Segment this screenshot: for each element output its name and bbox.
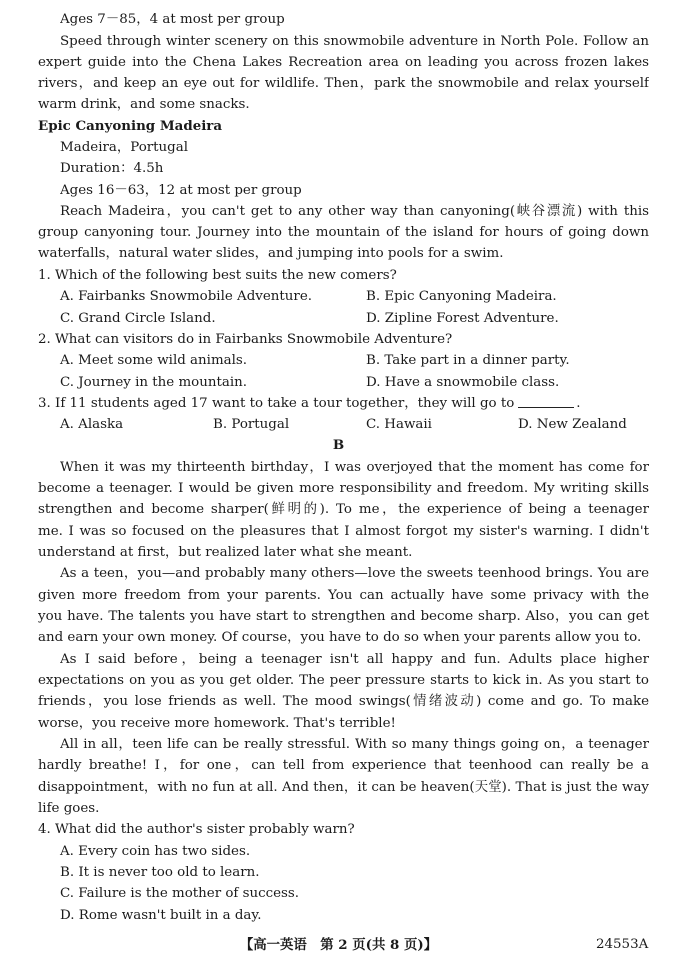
option-a: A. Every coin has two sides.: [60, 844, 251, 859]
question-stem: 1. Which of the following best suits the new comers?: [38, 268, 397, 283]
question-stem: 2. What can visitors do in Fairbanks Snowmobile Adventure?: [38, 332, 453, 347]
question-stem: [38, 393, 649, 414]
paragraph-line: group canyoning tour. Journey into the mountain of the island for hours of going down: [38, 225, 649, 240]
paragraph-line: warm drink，and some snacks.: [38, 97, 250, 112]
paper-code: 24553A: [596, 937, 649, 952]
paragraph-line: waterfalls，natural water slides，and jumping into pools for a swim.: [38, 246, 504, 261]
ages-line: Ages 16－63，12 at most per group: [60, 183, 302, 198]
paragraph-line: Speed through winter scenery on this snowmobile adventure in North Pole. Follow an: [60, 34, 649, 49]
option-a: A. Fairbanks Snowmobile Adventure.: [60, 289, 312, 304]
paragraph-line: disappointment，with no fun at all. And then，it can be heaven(天堂). That is just the way: [38, 780, 649, 795]
option-c: C. Grand Circle Island.: [60, 311, 216, 326]
paragraph-line: As a teen，you—and probably many others—love the sweets teenhood brings. You are: [60, 566, 649, 581]
duration-line: Duration：4.5h: [60, 161, 164, 176]
paragraph-line: you have. The talents you have start to strengthen and become sharp. Also，you can get: [38, 609, 649, 624]
paragraph-line: worse，you receive more homework. That's terrible!: [38, 716, 396, 731]
paragraph-line: me. I was so focused on the pleasures that I almost forgot my sister's warning. I didn't: [38, 524, 649, 539]
option-b: B. Portugal: [213, 417, 290, 432]
option-b: B. It is never too old to learn.: [60, 865, 260, 880]
question-stem-text: 3. If 11 students aged 17 want to take a tour together，they will go to: [38, 396, 515, 411]
paragraph-line: friends，you lose friends as well. The mood swings(情绪波动) come and go. To make: [38, 694, 649, 709]
section-label: B: [332, 437, 345, 453]
paragraph-line: given more freedom from your parents. You can actually have some privacy with the: [38, 588, 649, 603]
paragraph-line: When it was my thirteenth birthday，I was overjoyed that the moment has come for: [60, 460, 649, 475]
option-a: A. Alaska: [60, 417, 124, 432]
option-c: C. Failure is the mother of success.: [60, 886, 300, 901]
option-a: A. Meet some wild animals.: [60, 353, 248, 368]
paragraph-line: understand at first，but realized later what she meant.: [38, 545, 413, 560]
paragraph-line: and earn your own money. Of course，you have to do so when your parents allow you to.: [38, 630, 642, 645]
location-line: Madeira，Portugal: [60, 140, 189, 155]
page-footer: 【高一英语 第 2 页(共 8 页)】: [239, 937, 438, 953]
question-stem: 4. What did the author's sister probably warn?: [38, 822, 355, 837]
paragraph-line: become a teenager. I would be given more responsibility and freedom. My writing skills: [38, 481, 649, 496]
option-d: D. Zipline Forest Adventure.: [366, 311, 559, 326]
option-c: C. Journey in the mountain.: [60, 375, 247, 390]
paragraph-line: rivers，and keep an eye out for wildlife. Then，park the snowmobile and relax yourself: [38, 76, 649, 91]
option-d: D. Rome wasn't built in a day.: [60, 908, 262, 923]
paragraph-line: hardly breathe! I，for one，can tell from experience that teenhood can really be a: [38, 758, 649, 773]
paragraph-line: strengthen and become sharper(鲜明的). To me，the experience of being a teenager: [38, 502, 649, 517]
section-heading: Epic Canyoning Madeira: [38, 118, 223, 134]
paragraph-line: expectations on you as you get older. The peer pressure starts to kick in. As you start to: [38, 673, 649, 688]
paragraph-line: expert guide into the Chena Lakes Recreation area on leading you across frozen lakes: [38, 55, 649, 70]
option-b: B. Epic Canyoning Madeira.: [366, 289, 557, 304]
option-d: D. Have a snowmobile class.: [366, 375, 560, 390]
paragraph-line: All in all，teen life can be really stressful. With so many things going on，a teenager: [60, 737, 649, 752]
option-d: D. New Zealand: [518, 417, 627, 432]
ages-line: Ages 7－85，4 at most per group: [60, 12, 285, 27]
paragraph-line: As I said before，being a teenager isn't all happy and fun. Adults place higher: [60, 652, 649, 667]
paragraph-line: life goes.: [38, 801, 100, 816]
option-b: B. Take part in a dinner party.: [366, 353, 570, 368]
option-c: C. Hawaii: [366, 417, 432, 432]
answer-blank: [518, 394, 574, 408]
paragraph-line: Reach Madeira，you can't get to any other way than canyoning(峡谷漂流) with this: [60, 204, 649, 219]
question-stem-end: .: [576, 396, 581, 411]
